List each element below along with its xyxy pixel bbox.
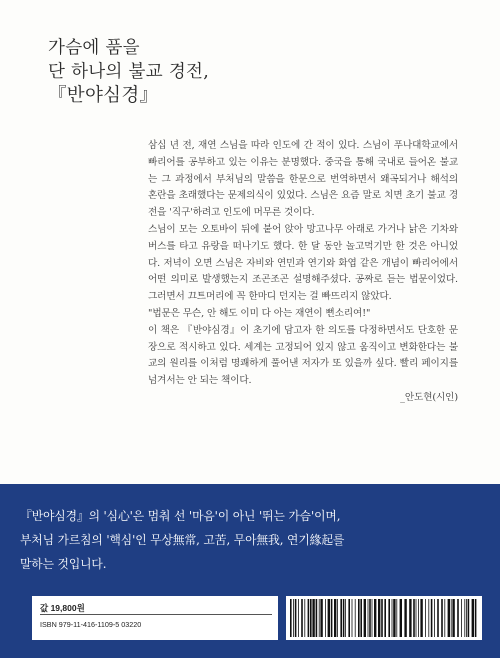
barcode-bar bbox=[475, 599, 477, 637]
barcode-bar bbox=[337, 599, 338, 637]
barcode-bar bbox=[418, 599, 419, 637]
paragraph-4: 이 책은 『반야심경』이 초기에 담고자 한 의도를 다정하면서도 단호한 문장으로 적시하고 있다. 세계는 고정되어 있지 않고 움직이고 변화한다는 불교의 원리를 이처럼 명쾌하게 풀어낸 저자가 또 있을까 싶다. 빨리 페이지를 넘겨서는 안 되는 책이다. bbox=[148, 324, 458, 387]
barcode-bar bbox=[437, 599, 439, 637]
endorsement-text bbox=[148, 138, 458, 407]
barcode-bar bbox=[374, 599, 376, 637]
barcode-bar bbox=[396, 599, 397, 637]
barcode-bar bbox=[431, 599, 433, 637]
barcode-bar bbox=[319, 599, 320, 637]
barcode-bar bbox=[472, 599, 474, 637]
barcode-bar bbox=[295, 599, 297, 637]
barcode-bar bbox=[404, 599, 406, 637]
isbn-label: ISBN 979-11-416-1109-5 03220 bbox=[40, 620, 142, 629]
barcode-bar bbox=[325, 599, 326, 637]
barcode-bar bbox=[345, 599, 346, 637]
quote-line-1: 『반야심경』의 '심心'은 멈춰 선 '마음'이 아닌 '뛰는 가슴'이며, bbox=[20, 509, 341, 523]
barcode-bar bbox=[468, 599, 470, 637]
barcode-bar bbox=[316, 599, 318, 637]
barcode-bar bbox=[301, 599, 303, 637]
barcode-bar bbox=[392, 599, 393, 637]
barcode-bar bbox=[420, 599, 422, 637]
barcode-bar bbox=[312, 599, 314, 637]
barcode-bar bbox=[348, 599, 350, 637]
barcode-bar bbox=[452, 599, 454, 637]
cover-quote bbox=[20, 504, 480, 576]
price-label: 값 19,800원 bbox=[40, 603, 85, 613]
barcode-bar bbox=[355, 599, 356, 637]
barcode-bar bbox=[360, 599, 362, 637]
barcode-bar bbox=[444, 599, 445, 637]
barcode-bar bbox=[461, 599, 462, 637]
barcode-bar bbox=[331, 599, 333, 637]
barcode-bar bbox=[384, 599, 386, 637]
barcode-bar bbox=[400, 599, 402, 637]
barcode-bar bbox=[413, 599, 415, 637]
headline-line-2: 단 하나의 불교 경전, bbox=[48, 62, 210, 82]
endorsement-signature: _안도현(시인) bbox=[400, 391, 458, 403]
barcode-bar bbox=[434, 599, 435, 637]
barcode-bars bbox=[290, 599, 478, 637]
barcode-bar bbox=[334, 599, 336, 637]
barcode-bar bbox=[464, 599, 465, 637]
barcode-bar bbox=[457, 599, 459, 637]
paragraph-2: 스님이 모는 오토바이 뒤에 붙어 앉아 망고나무 아래로 가거나 낡은 기차와 버스를 타고 유랑을 떠나기도 했다. 한 달 동안 놀고먹기만 한 것은 아니었다. 저녁이 오면 스님은 자비와 연민과 연기와 화엽 같은 개념이 빠리어에서 어떤 의미로 발생했는지 조곤조곤 설명해주셨다. 공짜로 듣는 법문이었다. 그러면서 끄트머리에 꼭 한마디 던지는 걸 빠뜨리지 않았다. bbox=[148, 223, 458, 303]
quote-line-3: 말하는 것입니다. bbox=[20, 557, 107, 571]
barcode-bar bbox=[441, 599, 443, 637]
barcode-bar bbox=[393, 599, 395, 637]
barcode-bar bbox=[293, 599, 294, 637]
barcode-bar bbox=[352, 599, 353, 637]
headline-line-3: 『반야심경』 bbox=[48, 85, 159, 106]
barcode-bar bbox=[340, 599, 342, 637]
price-divider bbox=[40, 614, 272, 615]
barcode-bar bbox=[466, 599, 467, 637]
quote-line-2: 부처님 가르침의 '핵심'인 무상無常, 고苦, 무아無我, 연기緣起를 bbox=[20, 533, 345, 547]
paragraph-1: 삼십 년 전, 재연 스님을 따라 인도에 간 적이 있다. 스님이 푸나대학교에서 빠리어를 공부하고 있는 이유는 분명했다. 중국을 통해 국내로 들어온 불교는 그 과정에서 부처님의 말씀을 한문으로 번역하면서 왜곡되거나 해석의 혼란을 초래했다는 문제의식이 있었다. 스님은 요즘 말로 치면 초기 불교 경전을 '직구'하려고 인도에 머무른 것이다. bbox=[148, 140, 458, 219]
barcode-bar bbox=[381, 599, 383, 637]
barcode-bar bbox=[416, 599, 417, 637]
barcode-bar bbox=[425, 599, 426, 637]
barcode-bar bbox=[372, 599, 373, 637]
barcode-bar bbox=[368, 599, 369, 637]
barcode-bar bbox=[320, 599, 322, 637]
price-box bbox=[32, 596, 278, 640]
paragraph-3: "법문은 무슨, 안 해도 이미 다 아는 재연이 뻔소리여!" bbox=[148, 307, 371, 319]
barcode-bar bbox=[310, 599, 312, 637]
barcode-bar bbox=[369, 599, 371, 637]
headline bbox=[48, 36, 468, 108]
barcode-bar bbox=[364, 599, 366, 637]
barcode-bar bbox=[308, 599, 310, 637]
barcode-bar bbox=[409, 599, 411, 637]
barcode-bar bbox=[388, 599, 390, 637]
barcode-bar bbox=[298, 599, 299, 637]
barcode-bar bbox=[343, 599, 345, 637]
barcode-bar bbox=[358, 599, 360, 637]
barcode-bar bbox=[428, 599, 429, 637]
barcode-bar bbox=[290, 599, 292, 637]
barcode-bar bbox=[304, 599, 305, 637]
barcode-bar bbox=[451, 599, 452, 637]
barcode bbox=[286, 596, 482, 640]
headline-line-1: 가슴에 품을 bbox=[48, 38, 140, 58]
barcode-bar bbox=[328, 599, 330, 637]
barcode-bar bbox=[378, 599, 380, 637]
barcode-bar bbox=[448, 599, 450, 637]
